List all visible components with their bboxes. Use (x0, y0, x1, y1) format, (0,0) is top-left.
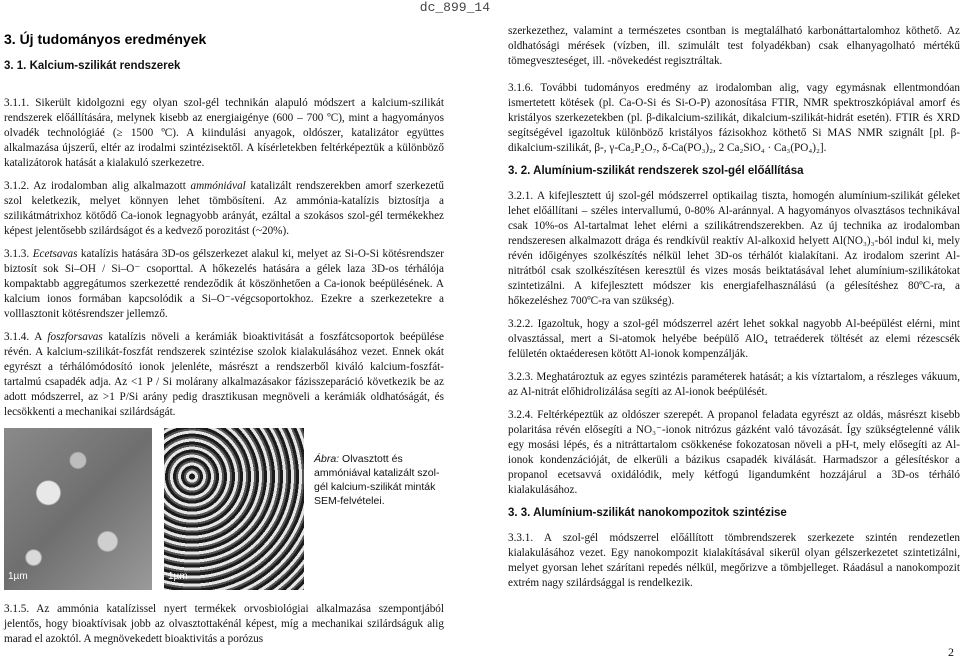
sem-figure (4, 428, 444, 598)
page-number: 2 (948, 645, 954, 659)
left-column (4, 24, 444, 655)
paragraph-3-2-4: 3.2.4. Feltérképeztük az oldószer szerepét. A propanol feladata egyrészt az oldás, másrészt kisebb polaritása révén elősegíti a NO₃⁻-ionok nitrózus gázként való távozását. Így szükségtelenné válik egy mosási lépés, és a nitráttartalom csökkenése fokozatosan növeli a pH-t, mely elősegíti az Al-ionok kondenzációját, de elkerüli a bázikus csapadék kiválását. Harmadszor a gélesítéskor a propanol ecetsavvá oxidálódik, mely kétfogú ligandumként hozzájárul a 3D-os térháló kialakulásához. (508, 409, 960, 496)
paragraph-3-1-6: 3.1.6. További tudományos eredmény az irodalomban alig, vagy egymásnak ellentmondóan ismertetett kötések (pl. Ca-O-Si és Si-O-P) azonosítása FTIR, NMR spektroszkópiával amorf és kristályos szerkezetekben (pl. β-dikalcium-szilikát, dikalcium-szilikát-hidrát esetén). FTIR és XRD segítségével igazoltuk különböző kristályos fázisokhoz köthető Si MAS NMR szignált [pl. β-dikalcium-szilikát, β-, γ-Ca₂P₂O₇, δ-Ca(PO₃)₂, 2 Ca₂SiO₄ · Ca₃(PO₄)₂]. (508, 82, 960, 154)
scale-label: 1µm (168, 571, 188, 582)
subsection-title-nanocomposites: 3. 3. Alumínium-szilikát nanokompozitok szintézise (508, 507, 787, 519)
paragraph-3-1-4: 3.1.4. A foszforsavas katalízis növeli a kerámiák bioaktivitását a foszfátcsoportok beépülése révén. A kalcium-szilikát-foszfát rendszerek szintézise szolok kialakulásához vezet. Ennek okát egyrészt a térhálómódosító ionok jelenléte, másrészt a rendszerből kiváló kalcium-foszfát-tartalmú csapadék adja. Az <1 P / Si molárany alkalmazásakor fázisszeparáció következik be az adott módszerrel, az >1 P/Si arány pedig drasztikusan megnöveli a kerámiák oldhatóságát, és lecsökkenti a mechanikai szilárdságát. (4, 331, 445, 418)
subsection-title-aluminium-silicate: 3. 2. Alumínium-szilikát rendszerek szol-gél előállítása (508, 165, 804, 177)
scale-label: 1µm (8, 571, 28, 582)
section-title: 3. Új tudományos eredmények (4, 31, 207, 47)
paragraph-3-2-3: 3.2.3. Meghatároztuk az egyes szintézis paraméterek hatását; a kis víztartalom, a részleges vákuum, az Al-nitrát előhidrolizálása segíti az Al-ionok beépülését. (508, 371, 960, 398)
paragraph-3-1-3: 3.1.3. Ecetsavas katalízis hatására 3D-os gélszerkezet alakul ki, melyet az Si-O-Si kötésrendszer biztosít sok Si–OH / Si–O⁻ csoporttal. A hőkezelés hatására a gélek laza 3D-os térhálója kompaktabb aggregátumos szerkezetté rendeződik át köszönhetően a Ca-ionok beépülésének. A kalcium ionos formában kapcsolódik a Si–O⁻-végcsoportokhoz. Ezekre a szerkezetekre a volllasztonit kötésrendszer jellemző. (4, 248, 444, 320)
sem-image-sol-gel (164, 428, 304, 590)
sem-image-melted (4, 428, 152, 590)
paragraph-3-1-1: 3.1.1. Sikerült kidolgozni egy olyan szol-gél technikán alapuló módszert a kalcium-szilikát rendszerek előállítására, melynek kisebb az energiaigénye (600 – 700 ºC), mint a hagyományos olvadék technológiáé (≥ 1500 ºC). A kiindulási anyagok, oldószer, katalizátor együttes alkalmazása újszerű, eltér az irodalmi szintézisektől. A kísérletekben feltérképeztük a különböző katalizátorok hatását a kialakuló szerkezetre. (4, 97, 444, 169)
paragraph-3-2-2: 3.2.2. Igazoltuk, hogy a szol-gél módszerrel azért lehet sokkal nagyobb Al-beépülést elérni, mint olvasztással, mert a Si-atomok helyébe beépülő AlO₄ tetraéderek töltését az elemi rézescsék felületén oktaéderesen kötött Al-ionok kompenzálják. (508, 318, 960, 360)
paragraph-3-1-5: 3.1.5. Az ammónia katalízissel nyert termékek orvosbiológiai alkalmazása szempontjából jelentős, hogy bioaktívisak jobb az olvasztottakénál képest, míg a mechanikai szilárdságuk alig marad el azoktól. A megnövekedett bioaktivitás a porózus (4, 603, 444, 645)
paragraph-3-1-2: 3.1.2. Az irodalomban alig alkalmazott ammóniával katalizált rendszerekben amorf szerkezetű szol keletkezik, melyet könnyen lehet tömbösíteni. Az ammónia-katalízis biztosítja a szilikátmátrixhoz kötődő Ca-ionok legnagyobb arányát, ezáltal a szokásos szol-gél termékekhez képest jelentősebb szilárdságot és a kedvező porozitást (~20%). (4, 180, 445, 237)
figure-caption: Ábra: Olvasztott és ammóniával katalizált szol-gél kalcium-szilikát minták SEM-felvételei. (314, 453, 440, 507)
paragraph-continued: szerkezethez, valamint a természetes csontban is megtalálható karbonáttartalomhoz köthető. Az oldhatósági mérések (vízben, ill. szimulált test folyadékban) csak elhanyagolható mértékű tömegveszteséget, ill. -növekedést regisztráltak. (508, 25, 960, 67)
subsection-title-calcium-silicate: 3. 1. Kalcium-szilikát rendszerek (4, 60, 181, 72)
paragraph-3-2-1: 3.2.1. A kifejlesztett új szol-gél módszerrel optikailag tiszta, homogén alumínium-szilikát géleket lehet előállítani – széles intervallumú, 0-80% Al-aránnyal. A hagyományos olvasztásos technikával csak 10%-os Al-tartalmat lehet elérni a szilikátrendszerekben. Az új technika az irodalomban rendszeresen alkalmazott drága és rendkívül reaktív Al-alkoxid helyett Al(NO₃)₃-ból indul ki, mely révén időigényes szolkészítés nélkül lehet 3D-os térhálót kialakítani. Az irodalom szerint Al-nitrátból csak szolkészítésen keresztül és vizes mosás beiktatásával lehet alumínium-szilikátokat szintetizálni. A kifejlesztett módszer kis energiafelhasználású (a gélesítéshez 80ºC-ra, a hőkezeléshez 700ºC-ra van szükség). (508, 190, 960, 307)
paragraph-3-3-1: 3.3.1. A szol-gél módszerrel előállított tömbrendszerek szerkezete szintén rendezetlen kialakulásához vezet. Egy nanokompozit kialakításával sikerül olyan gélszerkezetet szintetizálni, melyet gyorsan lehet szárítani repedés nélkül, megőrizve a tömbjelleget. Ráadásul a nanokompozit extrém nagy szilárdsággal is rendelkezik. (508, 532, 960, 589)
document-id: dc_899_14 (419, 0, 490, 15)
right-column (508, 24, 960, 599)
